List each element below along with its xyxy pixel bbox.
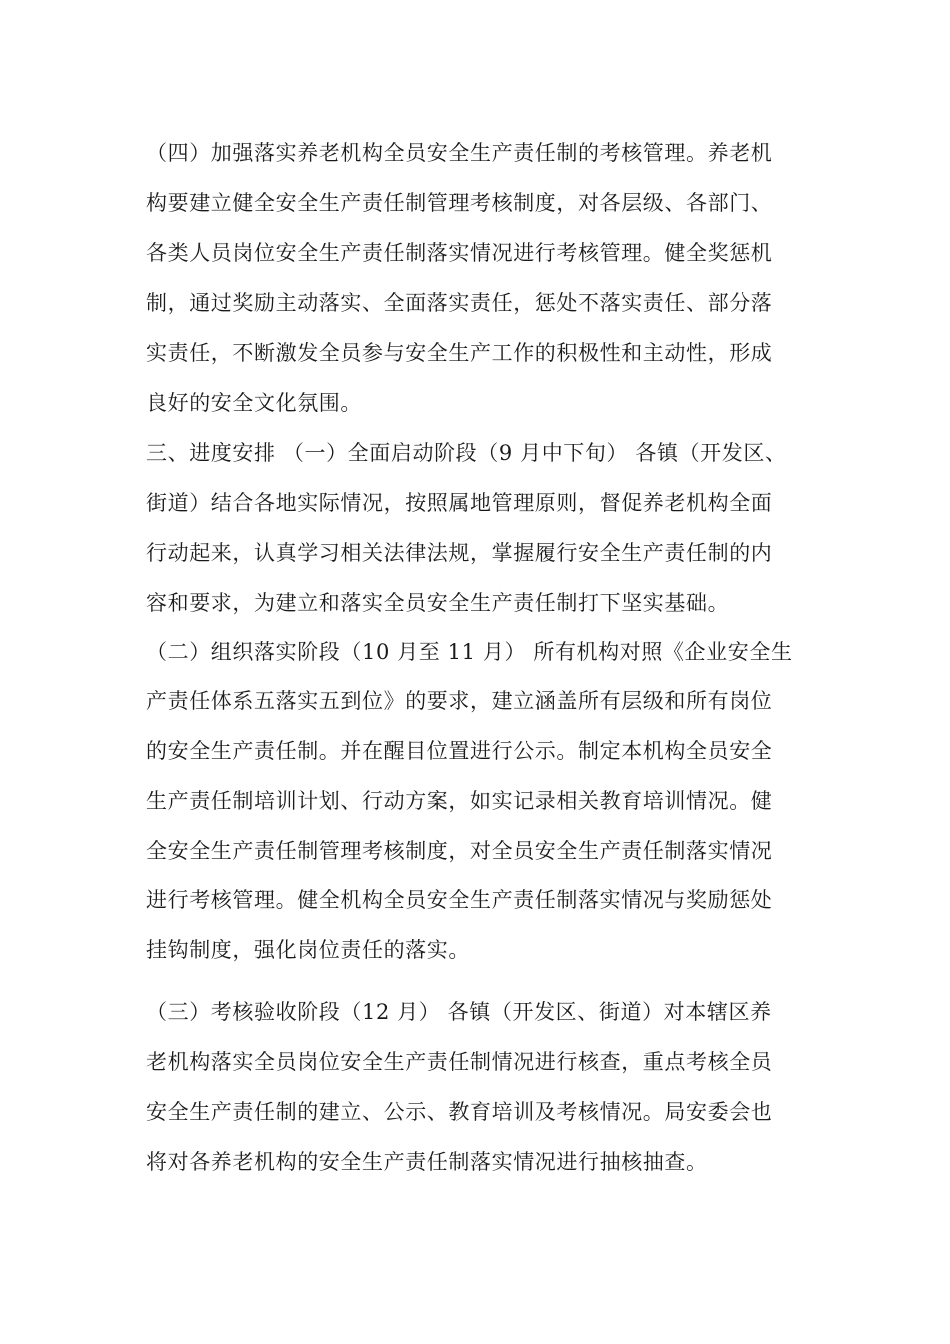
- text-line: 全安全生产责任制管理考核制度，对全员安全生产责任制落实情况: [146, 839, 773, 863]
- text-line: 构要建立健全安全生产责任制管理考核制度，对各层级、各部门、: [146, 191, 773, 215]
- text-line: 街道）结合各地实际情况，按照属地管理原则，督促养老机构全面: [146, 491, 773, 515]
- text-line: 产责任体系五落实五到位》的要求，建立涵盖所有层级和所有岗位: [146, 689, 773, 713]
- text-line: 实责任，不断激发全员参与安全生产工作的积极性和主动性，形成: [146, 341, 773, 365]
- text-line: 良好的安全文化氛围。: [146, 391, 362, 415]
- text-line: 各类人员岗位安全生产责任制落实情况进行考核管理。健全奖惩机: [146, 241, 773, 265]
- text-line: 行动起来，认真学习相关法律法规，掌握履行安全生产责任制的内: [146, 541, 773, 565]
- text-line: 老机构落实全员岗位安全生产责任制情况进行核查，重点考核全员: [146, 1050, 773, 1074]
- text-line: （二）组织落实阶段（10 月至 11 月） 所有机构对照《企业安全生: [146, 640, 793, 664]
- text-line: 的安全生产责任制。并在醒目位置进行公示。制定本机构全员安全: [146, 739, 773, 763]
- section-heading-line: 三、进度安排 （一）全面启动阶段（9 月中下旬） 各镇（开发区、: [146, 441, 787, 465]
- text-line: （四）加强落实养老机构全员安全生产责任制的考核管理。养老机: [146, 141, 773, 165]
- text-line: 容和要求，为建立和落实全员安全生产责任制打下坚实基础。: [146, 591, 730, 615]
- text-line: 安全生产责任制的建立、公示、教育培训及考核情况。局安委会也: [146, 1100, 773, 1124]
- text-line: 挂钩制度，强化岗位责任的落实。: [146, 938, 470, 962]
- text-line: 制，通过奖励主动落实、全面落实责任，惩处不落实责任、部分落: [146, 291, 773, 315]
- text-line: （三）考核验收阶段（12 月） 各镇（开发区、街道）对本辖区养: [146, 1000, 772, 1024]
- text-line: 进行考核管理。健全机构全员安全生产责任制落实情况与奖励惩处: [146, 888, 773, 912]
- text-line: 生产责任制培训计划、行动方案，如实记录相关教育培训情况。健: [146, 789, 773, 813]
- text-line: 将对各养老机构的安全生产责任制落实情况进行抽核抽查。: [146, 1150, 708, 1174]
